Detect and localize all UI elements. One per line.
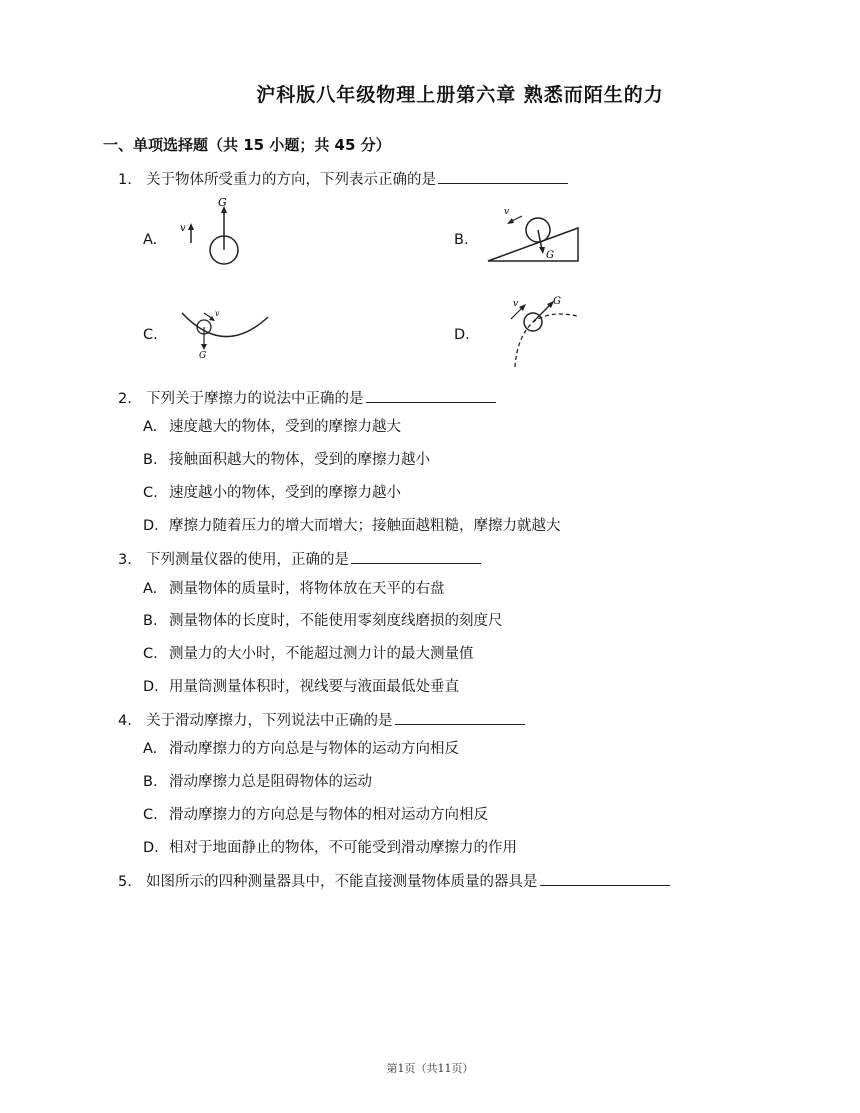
option-a[interactable] xyxy=(143,577,445,598)
label-g: G xyxy=(546,250,554,261)
option-label: D. xyxy=(143,840,159,856)
option-label: D. xyxy=(143,518,159,534)
label-v: v xyxy=(513,299,519,309)
option-label: B. xyxy=(143,613,158,629)
question-text: 关于滑动摩擦力，下列说法中正确的是 xyxy=(146,713,393,729)
question-text: 下列关于摩擦力的说法中正确的是 xyxy=(146,391,364,407)
option-text: 滑动摩擦力的方向总是与物体的相对运动方向相反 xyxy=(169,807,488,823)
option-a[interactable] xyxy=(143,415,401,436)
option-text: 滑动摩擦力总是阻碍物体的运动 xyxy=(169,774,372,790)
answer-blank[interactable] xyxy=(438,169,568,184)
option-label: A. xyxy=(143,581,158,597)
label-g: G xyxy=(199,351,207,361)
question-text: 如图所示的四种测量器具中，不能直接测量物体质量的器具是 xyxy=(146,874,538,890)
option-a[interactable] xyxy=(143,737,459,758)
option-text: 用量筒测量体积时，视线要与液面最低处垂直 xyxy=(169,679,459,695)
option-c-label[interactable]: C. xyxy=(143,327,158,343)
option-label: B. xyxy=(143,774,158,790)
option-label: A. xyxy=(143,741,158,757)
arrow-head xyxy=(507,218,514,224)
option-a-label[interactable]: A. xyxy=(143,232,158,248)
question-3 xyxy=(118,548,481,569)
question-number: 4. xyxy=(118,713,132,729)
arrow-head xyxy=(188,223,194,230)
option-c[interactable] xyxy=(143,803,488,824)
option-text: 测量物体的质量时，将物体放在天平的右盘 xyxy=(169,581,445,597)
option-text: 速度越大的物体，受到的摩擦力越大 xyxy=(169,419,401,435)
label-v: v xyxy=(215,309,220,318)
option-d-label[interactable]: D. xyxy=(454,327,470,343)
label-g: G xyxy=(553,296,561,307)
answer-blank[interactable] xyxy=(395,710,525,725)
option-text: 测量物体的长度时，不能使用零刻度线磨损的刻度尺 xyxy=(169,613,503,629)
option-text: 测量力的大小时，不能超过测力计的最大测量值 xyxy=(169,646,474,662)
option-b[interactable] xyxy=(143,448,430,469)
answer-blank[interactable] xyxy=(540,871,670,886)
question-1 xyxy=(118,168,568,189)
figure-option-d xyxy=(495,292,595,372)
section-heading: 一、单项选择题（共 15 小题；共 45 分） xyxy=(103,136,391,154)
label-g: G xyxy=(218,196,227,209)
option-label: B. xyxy=(143,452,158,468)
figure-option-a xyxy=(172,195,272,275)
label-v: v xyxy=(180,223,186,234)
option-text: 摩擦力随着压力的增大而增大；接触面越粗糙，摩擦力就越大 xyxy=(169,518,561,534)
option-d[interactable] xyxy=(143,675,459,696)
question-2 xyxy=(118,387,496,408)
option-label: A. xyxy=(143,419,158,435)
option-label: C. xyxy=(143,485,158,501)
question-4 xyxy=(118,709,525,730)
option-b-label[interactable]: B. xyxy=(454,232,469,248)
option-c[interactable] xyxy=(143,481,401,502)
page-footer: 第1页（共11页） xyxy=(386,1062,474,1075)
answer-blank[interactable] xyxy=(366,388,496,403)
option-text: 相对于地面静止的物体，不可能受到滑动摩擦力的作用 xyxy=(169,840,517,856)
page-title: 沪科版八年级物理上册第六章 熟悉而陌生的力 xyxy=(256,84,664,106)
question-number: 1. xyxy=(118,172,132,188)
option-d[interactable] xyxy=(143,836,517,857)
curved-track xyxy=(182,313,268,337)
question-5 xyxy=(118,870,670,891)
question-number: 5. xyxy=(118,874,132,890)
figure-option-b xyxy=(480,198,590,273)
incline-shape xyxy=(488,228,578,261)
arrow-head xyxy=(539,247,545,254)
option-text: 滑动摩擦力的方向总是与物体的运动方向相反 xyxy=(169,741,459,757)
option-c[interactable] xyxy=(143,642,474,663)
option-label: D. xyxy=(143,679,159,695)
option-b[interactable] xyxy=(143,609,503,630)
option-b[interactable] xyxy=(143,770,372,791)
option-label: C. xyxy=(143,807,158,823)
option-text: 速度越小的物体，受到的摩擦力越小 xyxy=(169,485,401,501)
question-text: 下列测量仪器的使用，正确的是 xyxy=(146,552,349,568)
arrow-head xyxy=(201,344,207,350)
option-text: 接触面积越大的物体，受到的摩擦力越小 xyxy=(169,452,430,468)
question-text: 关于物体所受重力的方向，下列表示正确的是 xyxy=(146,172,436,188)
option-d[interactable] xyxy=(143,514,561,535)
option-label: C. xyxy=(143,646,158,662)
label-v: v xyxy=(504,207,510,217)
figure-option-c xyxy=(178,303,278,363)
question-number: 2. xyxy=(118,391,132,407)
question-number: 3. xyxy=(118,552,132,568)
answer-blank[interactable] xyxy=(351,549,481,564)
